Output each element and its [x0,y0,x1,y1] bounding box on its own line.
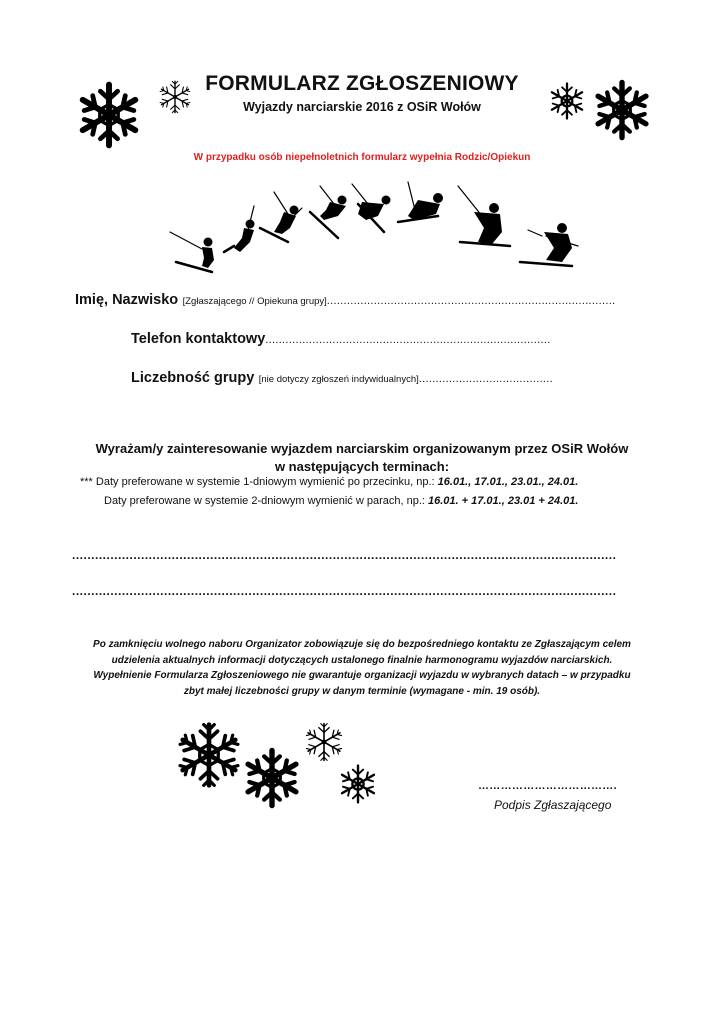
name-input-line[interactable]: ...................................................................................... [326,295,616,307]
dates-1day-prefix: *** Daty preferowane w systemie 1-dniowym wymienić po przecinku, np.: [80,476,438,488]
phone-input-line[interactable]: ..................................................................................... [265,334,551,346]
group-size-label: Liczebność grupy [131,370,255,386]
notice-line: udzielenia aktualnych informacji dotyczących ustalonego finalnie harmonogramu wyjazdów narciarskich. [111,654,613,666]
signature-line[interactable]: ………………………………. [478,780,617,792]
skier-figure [170,232,214,272]
skier-figure [260,192,302,242]
page-subtitle: Wyjazdy narciarskie 2016 z OSiR Wołów [243,100,481,114]
snowflake-icon [338,764,378,804]
interest-statement [0,440,724,476]
group-size-field[interactable] [131,369,553,387]
phone-field[interactable] [131,330,551,348]
notice-line: Wypełnienie Formularza Zgłoszeniowego nie gwarantuje organizacji wyjazdu w wybranych datach – w przypadku [93,670,631,681]
snowflake-icon [304,722,344,762]
skier-figure [458,186,510,246]
dates-1day-hint [80,476,578,488]
name-field[interactable] [75,291,615,309]
guardian-warning: W przypadku osób niepełnoletnich formularz wypełnia Rodzic/Opiekun [193,152,531,163]
snowflake-icon [176,722,242,788]
skier-figure [352,184,391,232]
notice-line: zbyt małej liczebności grupy w danym terminie (wymagane - min. 19 osób). [183,685,541,697]
organizer-notice [0,637,724,699]
dates-2day-hint [104,495,578,507]
notice-line: Po zamknięciu wolnego naboru Organizator zobowiązuje się do bezpośredniego kontaktu ze Zgłaszającym celem [93,639,631,650]
interest-line-1: Wyrażam/y zainteresowanie wyjazdem narciarskim organizowanym przez OSiR Wołów [95,441,629,456]
name-note: [Zgłaszającego // Opiekuna grupy] [182,296,327,307]
skier-figure [224,206,255,252]
dates-answer-line-1[interactable]: .............................................................................................................................................. [72,548,617,562]
group-size-input-line[interactable]: ........................................ [418,373,553,385]
dates-answer-line-2[interactable]: .............................................................................................................................................. [72,584,617,598]
skier-sequence-illustration [162,176,592,280]
dates-2day-example: 16.01. + 17.01., 23.01 + 24.01. [428,495,579,507]
phone-label: Telefon kontaktowy [131,331,266,347]
dates-1day-example: 16.01., 17.01., 23.01., 24.01. [437,476,579,488]
skier-figure [520,223,578,266]
dates-2day-prefix: Daty preferowane w systemie 2-dniowym wymienić w parach, np.: [104,495,429,507]
signature-label: Podpis Zgłaszającego [494,798,612,812]
snowflake-icon [242,748,302,808]
interest-line-2: w następujących terminach: [274,459,450,474]
page-title: FORMULARZ ZGŁOSZENIOWY [205,72,519,95]
name-label: Imię, Nazwisko [75,292,179,308]
group-size-note: [nie dotyczy zgłoszeń indywidualnych] [258,374,419,385]
skier-figure [398,182,443,222]
skier-figure [310,186,347,238]
